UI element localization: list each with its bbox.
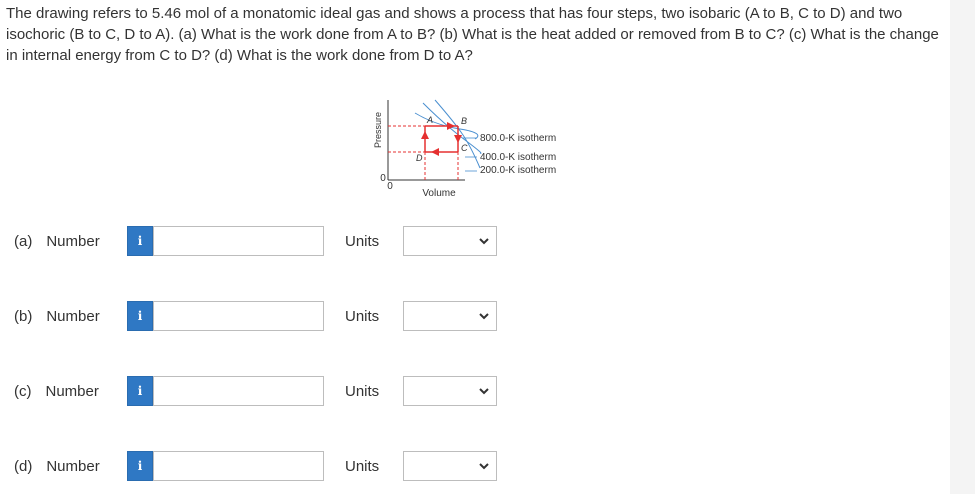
isotherm-400-label: 400.0-K isotherm xyxy=(480,152,557,163)
info-icon[interactable]: i xyxy=(127,301,153,331)
point-d-label: D xyxy=(416,153,423,163)
number-label: Number xyxy=(46,233,100,250)
units-dropdown[interactable] xyxy=(403,226,497,256)
number-input[interactable] xyxy=(153,226,324,256)
isotherm-curve-400 xyxy=(423,103,481,153)
info-icon[interactable]: i xyxy=(127,226,153,256)
chevron-down-icon xyxy=(478,384,490,398)
units-label: Units xyxy=(345,458,380,475)
number-label: Number xyxy=(46,458,100,475)
number-input[interactable] xyxy=(153,376,324,406)
part-label: (d) xyxy=(14,458,33,475)
origin-y-label: 0 xyxy=(380,173,386,184)
number-input[interactable] xyxy=(153,451,324,481)
isotherm-200-label: 200.0-K isotherm xyxy=(480,165,557,176)
units-dropdown[interactable] xyxy=(403,376,497,406)
info-icon[interactable]: i xyxy=(127,451,153,481)
number-input[interactable] xyxy=(153,301,324,331)
chevron-down-icon xyxy=(478,309,490,323)
question-text: The drawing refers to 5.46 mol of a monatomic ideal gas and shows a process that has four steps, two isobaric (A to B, C to D) and two isochoric (B to C, D to A). (a) What is the work done from A to B? (b) What is the heat added or removed from B to C? (c) What is the change in internal energy from C to D? (d) What is the work done from D to A? xyxy=(6,5,939,64)
part-label: (c) xyxy=(14,383,32,400)
chevron-down-icon xyxy=(478,234,490,248)
units-dropdown[interactable] xyxy=(403,451,497,481)
part-label: (a) xyxy=(14,233,33,250)
point-b-label: B xyxy=(461,116,468,126)
isotherm-800-label: 800.0-K isotherm xyxy=(480,133,557,144)
x-axis-label: Volume xyxy=(422,188,456,199)
chevron-down-icon xyxy=(478,459,490,473)
point-c-label: C xyxy=(461,143,468,153)
y-axis-label: Pressure xyxy=(373,111,383,149)
number-label: Number xyxy=(45,383,99,400)
units-label: Units xyxy=(345,233,380,250)
page-right-margin xyxy=(950,0,975,494)
units-dropdown[interactable] xyxy=(403,301,497,331)
units-label: Units xyxy=(345,308,380,325)
process-cycle xyxy=(421,122,462,156)
number-label: Number xyxy=(46,308,100,325)
units-label: Units xyxy=(345,383,380,400)
part-label: (b) xyxy=(14,308,33,325)
pv-diagram xyxy=(355,95,585,205)
info-icon[interactable]: i xyxy=(127,376,153,406)
point-a-label: A xyxy=(427,115,434,125)
origin-x-label: 0 xyxy=(387,181,393,192)
